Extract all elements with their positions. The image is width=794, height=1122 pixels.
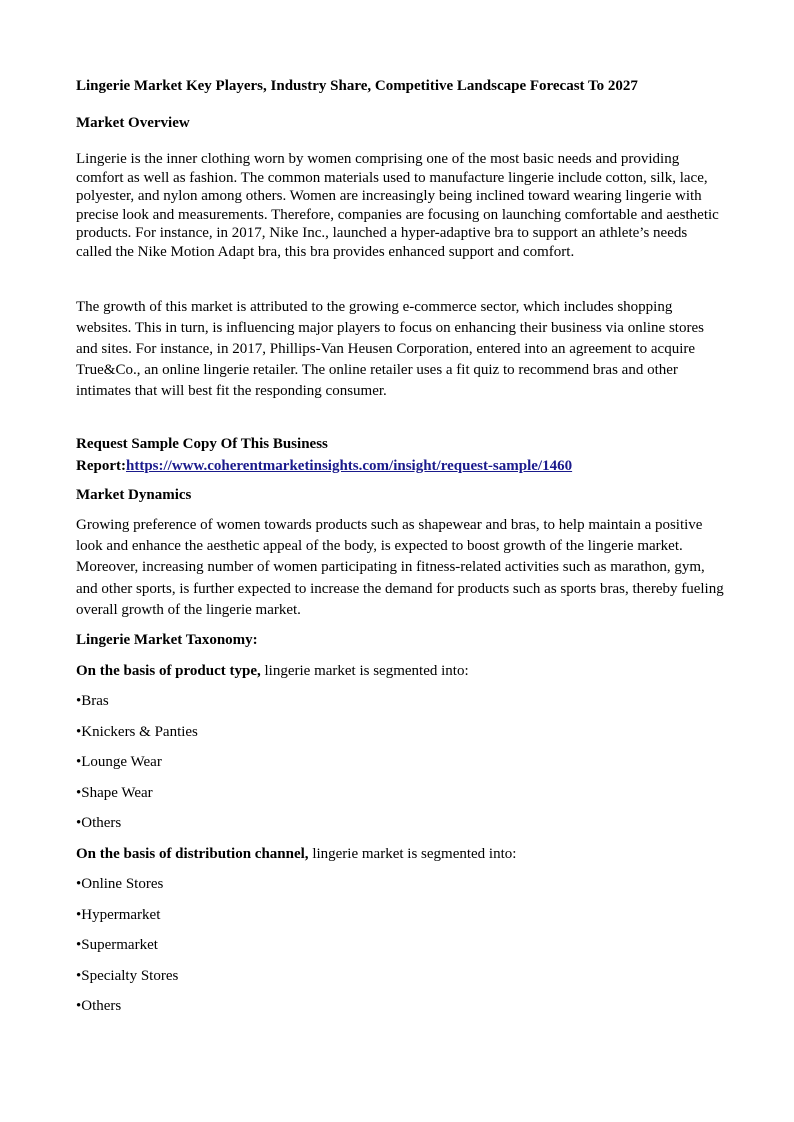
list-item: •Others bbox=[76, 998, 122, 1014]
request-sample-block bbox=[76, 433, 726, 477]
market-dynamics-heading: Market Dynamics bbox=[76, 487, 192, 503]
list-item: •Knickers & Panties bbox=[76, 724, 198, 740]
list-item: •Specialty Stores bbox=[76, 968, 179, 984]
taxonomy-heading: Lingerie Market Taxonomy: bbox=[76, 632, 258, 648]
product-type-lead: On the basis of product type, bbox=[76, 663, 261, 679]
list-item: •Shape Wear bbox=[76, 785, 153, 801]
list-item: •Online Stores bbox=[76, 876, 164, 892]
product-type-lead-rest: lingerie market is segmented into: bbox=[260, 663, 469, 679]
list-item: •Bras bbox=[76, 693, 109, 709]
request-sample-report-label: Report: bbox=[76, 458, 126, 474]
distribution-channel-lead: On the basis of distribution channel, bbox=[76, 846, 309, 862]
distribution-channel-lead-rest: lingerie market is segmented into: bbox=[308, 846, 517, 862]
list-item: •Others bbox=[76, 815, 122, 831]
market-overview-paragraph-2: The growth of this market is attributed to the growing e-commerce sector, which includes shopping websites. This in turn, is influencing major players to focus on enhancing their business via online stores and sites. For instance, in 2017, Phillips-Van Heusen Corporation, entered into an agreement to acquire True&Co., an online lingerie retailer. The online retailer uses a fit quiz to recommend bras and other intimates that will best fit the responding consumer. bbox=[76, 299, 704, 399]
list-item: •Lounge Wear bbox=[76, 754, 162, 770]
request-sample-label: Request Sample Copy Of This Business bbox=[76, 436, 328, 452]
market-overview-heading: Market Overview bbox=[76, 115, 190, 131]
request-sample-link[interactable]: https://www.coherentmarketinsights.com/insight/request-sample/1460 bbox=[125, 458, 573, 474]
list-item: •Hypermarket bbox=[76, 907, 161, 923]
document-title: Lingerie Market Key Players, Industry Share, Competitive Landscape Forecast To 2027 bbox=[76, 78, 638, 94]
distribution-channel-intro bbox=[76, 844, 516, 864]
product-type-intro bbox=[76, 661, 469, 681]
market-dynamics-paragraph: Growing preference of women towards products such as shapewear and bras, to help maintain a positive look and enhance the aesthetic appeal of the body, is expected to boost growth of the lingerie market. Moreover, increasing number of women participating in fitness-related activities such as marathon, gym, and other sports, is further expected to increase the demand for products such as sports bras, thereby fueling overall growth of the lingerie market. bbox=[76, 517, 724, 618]
list-item: •Supermarket bbox=[76, 937, 158, 953]
market-overview-paragraph-1: Lingerie is the inner clothing worn by women comprising one of the most basic needs and providing comfort as well as fashion. The common materials used to manufacture lingerie include cotton, silk, lace, polyester, and nylon among others. Women are increasingly being inclined toward wearing lingerie with precise look and measurements. Therefore, companies are focusing on launching comfortable and aesthetic products. For instance, in 2017, Nike Inc., launched a hyper-adaptive bra to support an athlete’s needs called the Nike Motion Adapt bra, this bra provides enhanced support and comfort. bbox=[76, 151, 719, 260]
